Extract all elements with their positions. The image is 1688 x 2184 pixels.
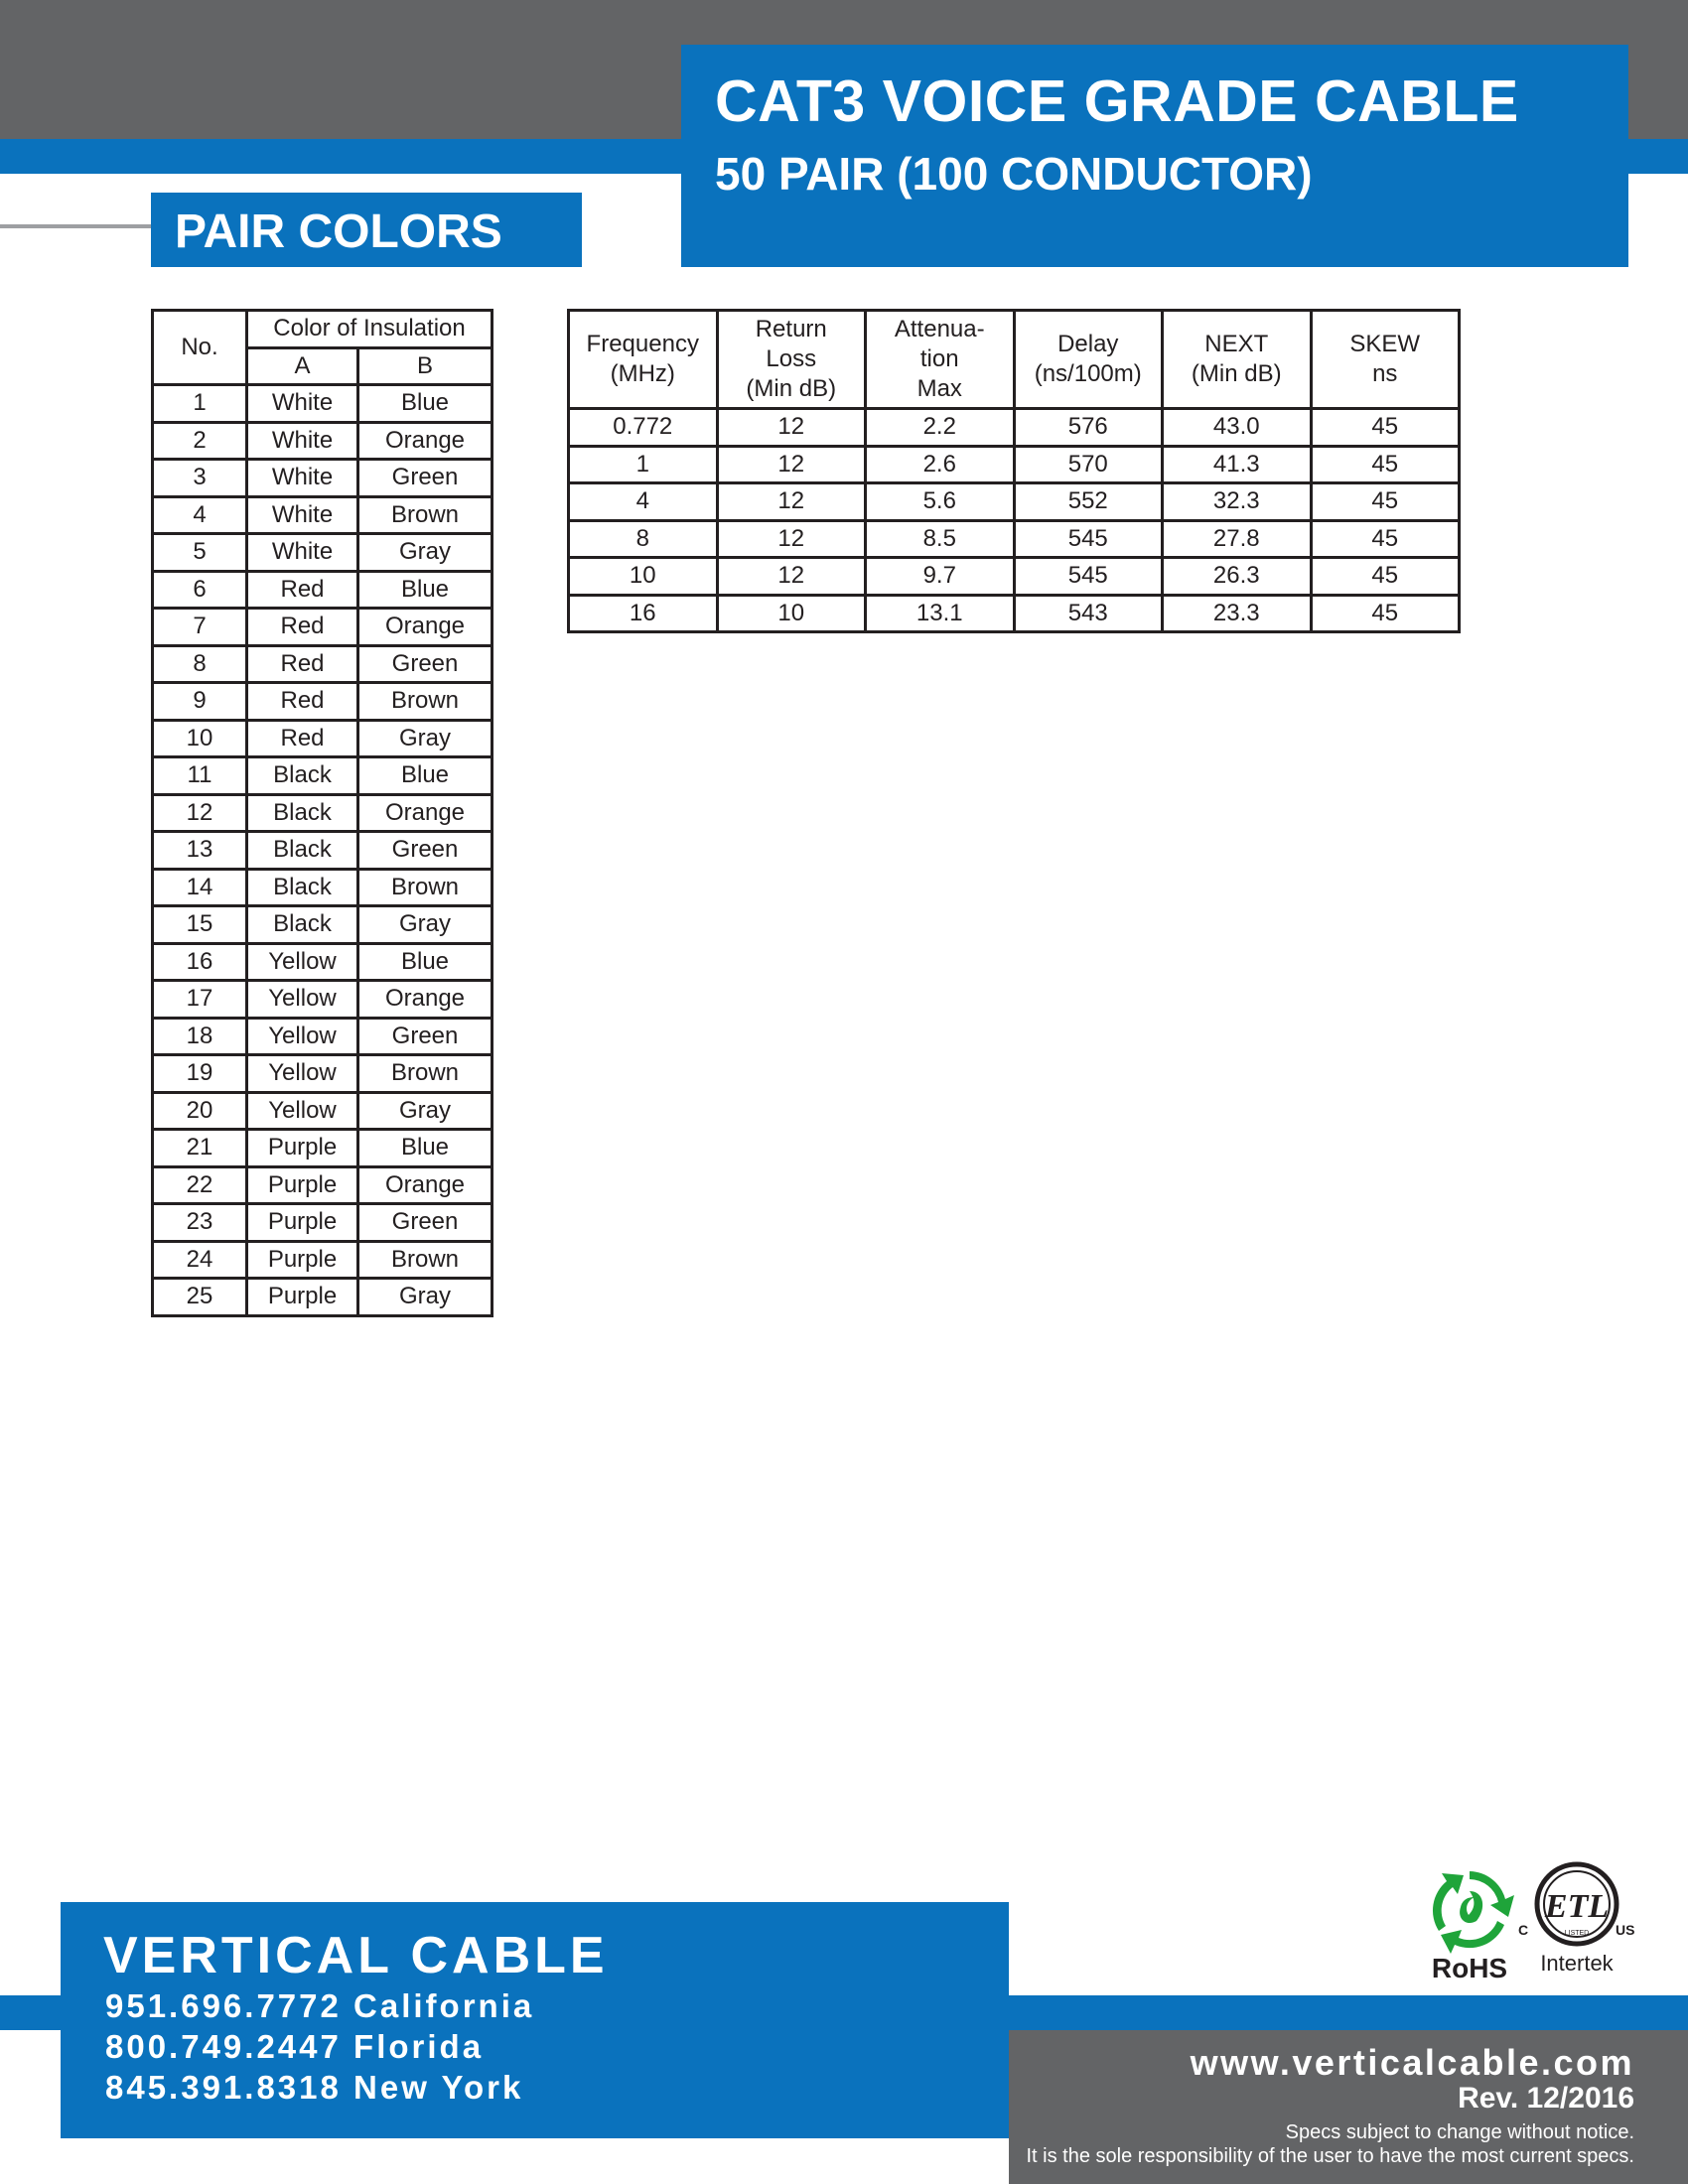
- spec-cell: 545: [1014, 558, 1163, 596]
- spec-cell: 43.0: [1163, 409, 1312, 447]
- spec-table-body: [569, 409, 1460, 632]
- pair-row: [153, 1241, 492, 1279]
- pair-color-a: Black: [247, 794, 358, 832]
- pair-row: [153, 720, 492, 757]
- spec-row: [569, 595, 1460, 632]
- spec-table: [567, 309, 1461, 633]
- pair-number: 3: [153, 460, 247, 497]
- spec-cell: 2.6: [866, 446, 1015, 483]
- pair-row: [153, 645, 492, 683]
- spec-cell: 12: [717, 409, 866, 447]
- spec-cell: 570: [1014, 446, 1163, 483]
- spec-cell: 2.2: [866, 409, 1015, 447]
- spec-header-line: ns: [1372, 360, 1398, 387]
- phone-new-york: 845.391.8318 New York: [105, 2069, 524, 2106]
- etl-us-text: US: [1616, 1922, 1635, 1938]
- spec-cell: 45: [1311, 558, 1460, 596]
- pair-row: [153, 1055, 492, 1093]
- spec-header-cell: [717, 311, 866, 409]
- pair-col-b-header: B: [358, 347, 492, 385]
- pair-number: 11: [153, 757, 247, 795]
- spec-cell: 13.1: [866, 595, 1015, 632]
- spec-header-line: (MHz): [610, 360, 675, 387]
- spec-cell: 45: [1311, 446, 1460, 483]
- spec-header-line: Loss: [766, 345, 817, 372]
- spec-header-cell: [866, 311, 1015, 409]
- pair-number: 10: [153, 720, 247, 757]
- page-title: CAT3 VOICE GRADE CABLE: [715, 68, 1519, 134]
- spec-cell: 41.3: [1163, 446, 1312, 483]
- pair-number: 2: [153, 422, 247, 460]
- pair-number: 16: [153, 943, 247, 981]
- spec-header-line: (ns/100m): [1034, 360, 1142, 387]
- pair-row: [153, 460, 492, 497]
- pair-color-b: Brown: [358, 683, 492, 721]
- spec-row: [569, 409, 1460, 447]
- revision-label: Rev. 12/2016: [1458, 2082, 1634, 2115]
- pair-color-a: Purple: [247, 1204, 358, 1242]
- notice-line-2: It is the sole responsibility of the user to have the most current specs.: [1026, 2145, 1634, 2167]
- pair-color-a: White: [247, 422, 358, 460]
- spec-cell: 23.3: [1163, 595, 1312, 632]
- section-rule: [0, 224, 151, 228]
- pair-color-b: Blue: [358, 757, 492, 795]
- spec-cell: 32.3: [1163, 483, 1312, 521]
- pair-color-b: Brown: [358, 1241, 492, 1279]
- pair-color-b: Blue: [358, 1130, 492, 1167]
- etl-c-text: C: [1518, 1922, 1529, 1938]
- pair-row: [153, 385, 492, 423]
- spec-cell: 27.8: [1163, 520, 1312, 558]
- notice-line-1: Specs subject to change without notice.: [1285, 2121, 1634, 2143]
- spec-cell: 12: [717, 446, 866, 483]
- pair-number: 5: [153, 534, 247, 572]
- spec-header-line: (Min dB): [746, 375, 837, 402]
- pair-number: 22: [153, 1166, 247, 1204]
- pair-color-a: Purple: [247, 1166, 358, 1204]
- pair-row: [153, 534, 492, 572]
- pair-color-b: Green: [358, 460, 492, 497]
- spec-header-cell: [1311, 311, 1460, 409]
- pair-row: [153, 1092, 492, 1130]
- spec-cell: 0.772: [569, 409, 718, 447]
- pair-number: 19: [153, 1055, 247, 1093]
- pair-row: [153, 1130, 492, 1167]
- pair-row: [153, 757, 492, 795]
- spec-cell: 4: [569, 483, 718, 521]
- section-label: PAIR COLORS: [175, 205, 502, 258]
- spec-cell: 545: [1014, 520, 1163, 558]
- pair-number: 12: [153, 794, 247, 832]
- pair-color-a: Black: [247, 906, 358, 944]
- phone-florida: 800.749.2447 Florida: [105, 2028, 485, 2065]
- spec-cell: 543: [1014, 595, 1163, 632]
- pair-color-b: Green: [358, 1018, 492, 1055]
- pair-number: 6: [153, 571, 247, 609]
- pair-number: 17: [153, 981, 247, 1019]
- pair-color-a: Black: [247, 869, 358, 906]
- spec-cell: 16: [569, 595, 718, 632]
- etl-mark-text: ETL: [1544, 1888, 1610, 1925]
- pair-row: [153, 1204, 492, 1242]
- pair-color-b: Orange: [358, 981, 492, 1019]
- spec-header-line: (Min dB): [1191, 360, 1282, 387]
- pair-color-b: Orange: [358, 1166, 492, 1204]
- company-name: VERTICAL CABLE: [103, 1927, 609, 1984]
- spec-cell: 12: [717, 520, 866, 558]
- pair-row: [153, 496, 492, 534]
- pair-color-a: Yellow: [247, 1092, 358, 1130]
- spec-row: [569, 483, 1460, 521]
- rohs-recycle-icon: [1415, 1861, 1524, 1980]
- pair-number: 13: [153, 832, 247, 870]
- pair-number: 20: [153, 1092, 247, 1130]
- pair-color-b: Orange: [358, 609, 492, 646]
- pair-table-body: [153, 385, 492, 1316]
- pair-color-b: Blue: [358, 943, 492, 981]
- spec-cell: 12: [717, 483, 866, 521]
- pair-color-b: Gray: [358, 1092, 492, 1130]
- pair-color-a: White: [247, 496, 358, 534]
- pair-color-b: Green: [358, 832, 492, 870]
- etl-listed-text: LISTED: [1564, 1930, 1590, 1937]
- pair-row: [153, 794, 492, 832]
- spec-cell: 8: [569, 520, 718, 558]
- pair-color-a: Red: [247, 609, 358, 646]
- pair-row: [153, 832, 492, 870]
- spec-cell: 45: [1311, 595, 1460, 632]
- spec-cell: 9.7: [866, 558, 1015, 596]
- pair-color-b: Orange: [358, 794, 492, 832]
- spec-header-cell: [569, 311, 718, 409]
- pair-number: 14: [153, 869, 247, 906]
- pair-color-a: Purple: [247, 1130, 358, 1167]
- pair-row: [153, 1018, 492, 1055]
- pair-col-group-header: Color of Insulation: [247, 311, 492, 348]
- spec-header-line: NEXT: [1204, 331, 1269, 357]
- pair-row: [153, 1279, 492, 1316]
- spec-cell: 45: [1311, 483, 1460, 521]
- pair-color-a: White: [247, 385, 358, 423]
- pair-row: [153, 943, 492, 981]
- website-url[interactable]: www.verticalcable.com: [1190, 2042, 1634, 2083]
- spec-cell: 12: [717, 558, 866, 596]
- pair-number: 8: [153, 645, 247, 683]
- phone-california: 951.696.7772 California: [105, 1987, 535, 2024]
- pair-color-b: Gray: [358, 534, 492, 572]
- pair-color-b: Brown: [358, 1055, 492, 1093]
- pair-number: 4: [153, 496, 247, 534]
- pair-row: [153, 422, 492, 460]
- spec-header-line: Frequency: [586, 331, 699, 357]
- pair-color-a: Red: [247, 683, 358, 721]
- spec-cell: 26.3: [1163, 558, 1312, 596]
- etl-intertek-logo: [1514, 1859, 1639, 1980]
- pair-color-a: Yellow: [247, 1018, 358, 1055]
- spec-cell: 8.5: [866, 520, 1015, 558]
- rohs-text: RoHS: [1431, 1953, 1508, 1980]
- spec-cell: 45: [1311, 409, 1460, 447]
- spec-cell: 45: [1311, 520, 1460, 558]
- pair-colors-table: [151, 309, 493, 1317]
- pair-color-b: Green: [358, 645, 492, 683]
- spec-row: [569, 558, 1460, 596]
- pair-color-a: Purple: [247, 1241, 358, 1279]
- pair-color-b: Brown: [358, 496, 492, 534]
- spec-header-line: Attenua-: [894, 316, 985, 342]
- pair-color-b: Brown: [358, 869, 492, 906]
- pair-color-a: Black: [247, 832, 358, 870]
- spec-header-line: SKEW: [1349, 331, 1421, 357]
- pair-row: [153, 571, 492, 609]
- spec-header-cell: [1014, 311, 1163, 409]
- spec-cell: 10: [717, 595, 866, 632]
- spec-header-row: [569, 311, 1460, 409]
- pair-color-a: Red: [247, 571, 358, 609]
- intertek-text: Intertek: [1540, 1951, 1614, 1976]
- spec-header-line: Return: [755, 316, 827, 342]
- rohs-logo: [1415, 1861, 1524, 1980]
- page-subtitle: 50 PAIR (100 CONDUCTOR): [715, 148, 1313, 200]
- pair-number: 25: [153, 1279, 247, 1316]
- pair-number: 23: [153, 1204, 247, 1242]
- pair-color-b: Gray: [358, 1279, 492, 1316]
- pair-color-a: Yellow: [247, 943, 358, 981]
- spec-header-cell: [1163, 311, 1312, 409]
- pair-color-a: White: [247, 460, 358, 497]
- pair-color-a: Yellow: [247, 981, 358, 1019]
- pair-row: [153, 609, 492, 646]
- pair-row: [153, 869, 492, 906]
- etl-listed-icon: [1514, 1859, 1639, 1980]
- pair-color-b: Green: [358, 1204, 492, 1242]
- pair-number: 24: [153, 1241, 247, 1279]
- spec-cell: 1: [569, 446, 718, 483]
- pair-col-a-header: A: [247, 347, 358, 385]
- spec-header-line: tion: [919, 345, 959, 372]
- pair-color-a: Red: [247, 645, 358, 683]
- pair-row: [153, 683, 492, 721]
- pair-color-a: White: [247, 534, 358, 572]
- pair-row: [153, 1166, 492, 1204]
- pair-color-b: Orange: [358, 422, 492, 460]
- pair-number: 7: [153, 609, 247, 646]
- pair-number: 1: [153, 385, 247, 423]
- pair-color-b: Blue: [358, 385, 492, 423]
- spec-cell: 10: [569, 558, 718, 596]
- pair-row: [153, 906, 492, 944]
- pair-color-a: Purple: [247, 1279, 358, 1316]
- spec-cell: 552: [1014, 483, 1163, 521]
- pair-number: 18: [153, 1018, 247, 1055]
- spec-header-line: Delay: [1057, 331, 1119, 357]
- spec-cell: 576: [1014, 409, 1163, 447]
- spec-row: [569, 520, 1460, 558]
- pair-row: [153, 981, 492, 1019]
- pair-number: 15: [153, 906, 247, 944]
- pair-number: 9: [153, 683, 247, 721]
- spec-header-line: Max: [916, 375, 962, 402]
- pair-number: 21: [153, 1130, 247, 1167]
- pair-color-b: Gray: [358, 720, 492, 757]
- pair-color-a: Red: [247, 720, 358, 757]
- pair-color-b: Gray: [358, 906, 492, 944]
- pair-color-a: Yellow: [247, 1055, 358, 1093]
- pair-col-no-header: No.: [153, 311, 247, 385]
- pair-color-a: Black: [247, 757, 358, 795]
- spec-row: [569, 446, 1460, 483]
- pair-color-b: Blue: [358, 571, 492, 609]
- spec-cell: 5.6: [866, 483, 1015, 521]
